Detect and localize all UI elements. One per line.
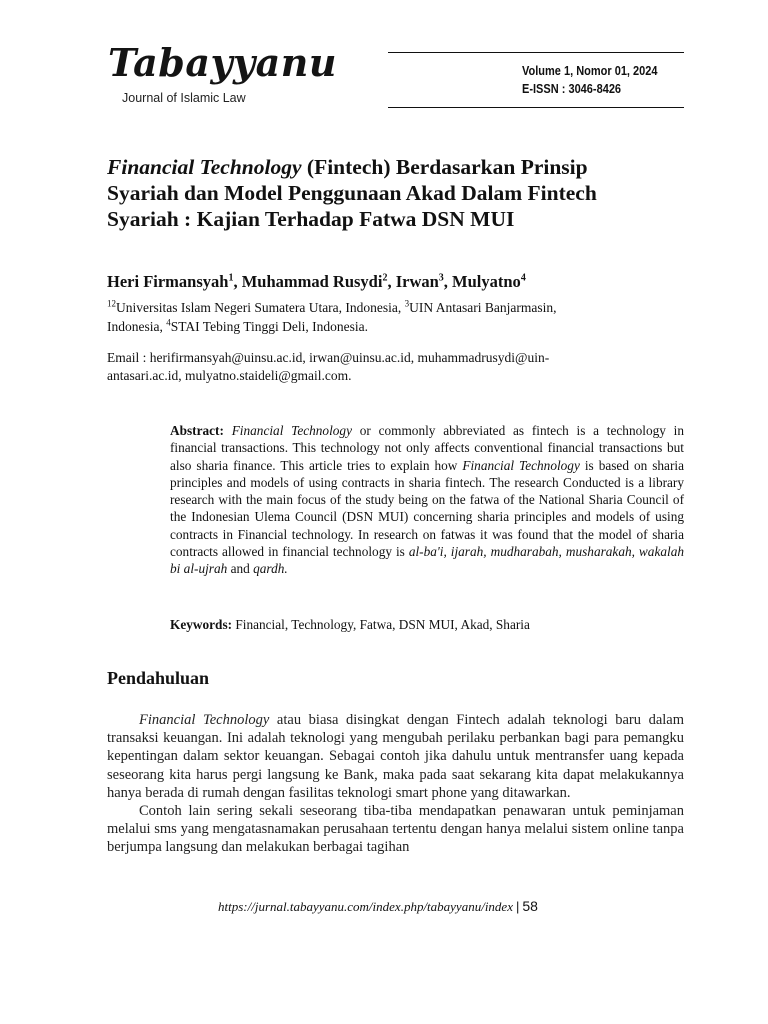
abstract-text: is based on sharia principles and models of using contracts in sharia fintech. The research Conducted is a library research with the main focus of the study being on the fatwa of the National Sharia Council of the Indonesian Ulema Council (DSN MUI) concerning sharia principles and models of using contracts in Financial technology. In research on fatwas it was found that the model of sharia contracts allowed in financial technology is (170, 457, 684, 560)
journal-url-link[interactable]: https://jurnal.tabayyanu.com/index.php/tabayyanu/index (218, 899, 513, 914)
abstract-label: Abstract: (170, 423, 224, 438)
keywords (170, 617, 684, 633)
page-footer (218, 898, 538, 915)
affiliation-sup: 4 (166, 317, 171, 328)
affiliation-text: Indonesia, (107, 319, 167, 334)
abstract-contract-term: qardh. (253, 561, 288, 577)
author-name: Heri Firmansyah (107, 272, 229, 291)
body-paragraph (107, 802, 684, 857)
volume-info: Volume 1, Nomor 01, 2024 (522, 64, 658, 78)
affiliations (107, 298, 667, 336)
journal-logo-subtitle: Journal of Islamic Law (122, 91, 246, 105)
affiliation-sup: 3 (404, 298, 410, 309)
section-heading: Pendahuluan (107, 668, 210, 688)
article-title (107, 154, 667, 232)
title-line3: Syariah : Kajian Terhadap Fatwa DSN MUI (107, 207, 515, 231)
abstract-italic-term: Financial Technology (462, 457, 580, 473)
abstract-text: and (227, 561, 254, 577)
body-text: Contoh lain sering sekali seseorang tiba-tiba mendapatkan penawaran untuk peminjaman melalui sms yang mengatasnamakan perusahaan tertentu dengan hanya melalui sistem online tanpa berjumpa langsung dan melakukan berbagai tagihan (107, 803, 684, 856)
header-bottom-rule (388, 107, 684, 108)
author-separator: , (233, 272, 242, 291)
affiliation-text: Universitas Islam Negeri Sumatera Utara, Indonesia, (116, 300, 405, 315)
author-separator: , (387, 272, 396, 291)
author-sup: 2 (382, 272, 388, 284)
abstract-text: or commonly abbreviated as fintech is a technology in financial transactions. This technology not only affects conventional financial transactions but also sharia finance. This article tries to explain how (170, 423, 684, 473)
section-body (107, 711, 684, 857)
affiliation-text: UIN Antasari Banjarmasin, (409, 300, 557, 315)
abstract-contract-terms: al-ba'i, ijarah, mudharabah, musharakah, wakalah bi al-ujrah (170, 544, 684, 577)
keywords-label: Keywords: (170, 617, 233, 632)
email-line: antasari.ac.id, mulyatno.staideli@gmail.com. (107, 368, 352, 383)
body-italic-term: Financial Technology (139, 712, 270, 728)
author-name: Mulyatno (452, 272, 521, 291)
affiliation-text: STAI Tebing Tinggi Deli, Indonesia. (170, 319, 368, 334)
body-text: atau biasa disingkat dengan Fintech adalah teknologi baru dalam transaksi keuangan. Ini adalah teknologi yang mengubah perilaku perbankan bagi para pemangku kepentingan dalam sektor keuangan. Sebagai contoh jika dahulu untuk mentransfer uang kepada seseorang kita harus pergi langsung ke Bank, maka pada saat sekarang kita dapat melakukannya hanya berada di rumah dengan fasilitas teknologi smart phone yang ditawarkan. (107, 712, 684, 801)
author-emails (107, 349, 667, 385)
author-name: Muhammad Rusydi (241, 272, 383, 291)
author-name: Irwan (395, 272, 439, 291)
journal-logo-title: Tabayyanu (108, 40, 337, 85)
title-line2: Syariah dan Model Penggunaan Akad Dalam Fintech (107, 181, 597, 205)
author-sup: 1 (228, 272, 234, 284)
abstract-italic-term: Financial Technology (231, 423, 352, 438)
keywords-list: Financial, Technology, Fatwa, DSN MUI, Akad, Sharia (232, 617, 530, 632)
title-italic: Financial Technology (107, 155, 302, 179)
author-separator: , (443, 272, 453, 291)
email-line: Email : herifirmansyah@uinsu.ac.id, irwan@uinsu.ac.id, muhammadrusydi@uin- (107, 350, 550, 365)
author-list (107, 272, 526, 292)
eissn-info: E-ISSN : 3046-8426 (522, 82, 622, 96)
abstract (170, 422, 684, 578)
title-line1-rest: (Fintech) Berdasarkan Prinsip (301, 155, 588, 179)
page-number: 58 (522, 898, 538, 914)
author-sup: 4 (520, 272, 526, 284)
author-sup: 3 (438, 272, 444, 284)
body-paragraph (107, 711, 684, 802)
affiliation-sup: 12 (107, 298, 116, 309)
footer-separator: | (515, 899, 520, 914)
header-top-rule (388, 52, 684, 53)
